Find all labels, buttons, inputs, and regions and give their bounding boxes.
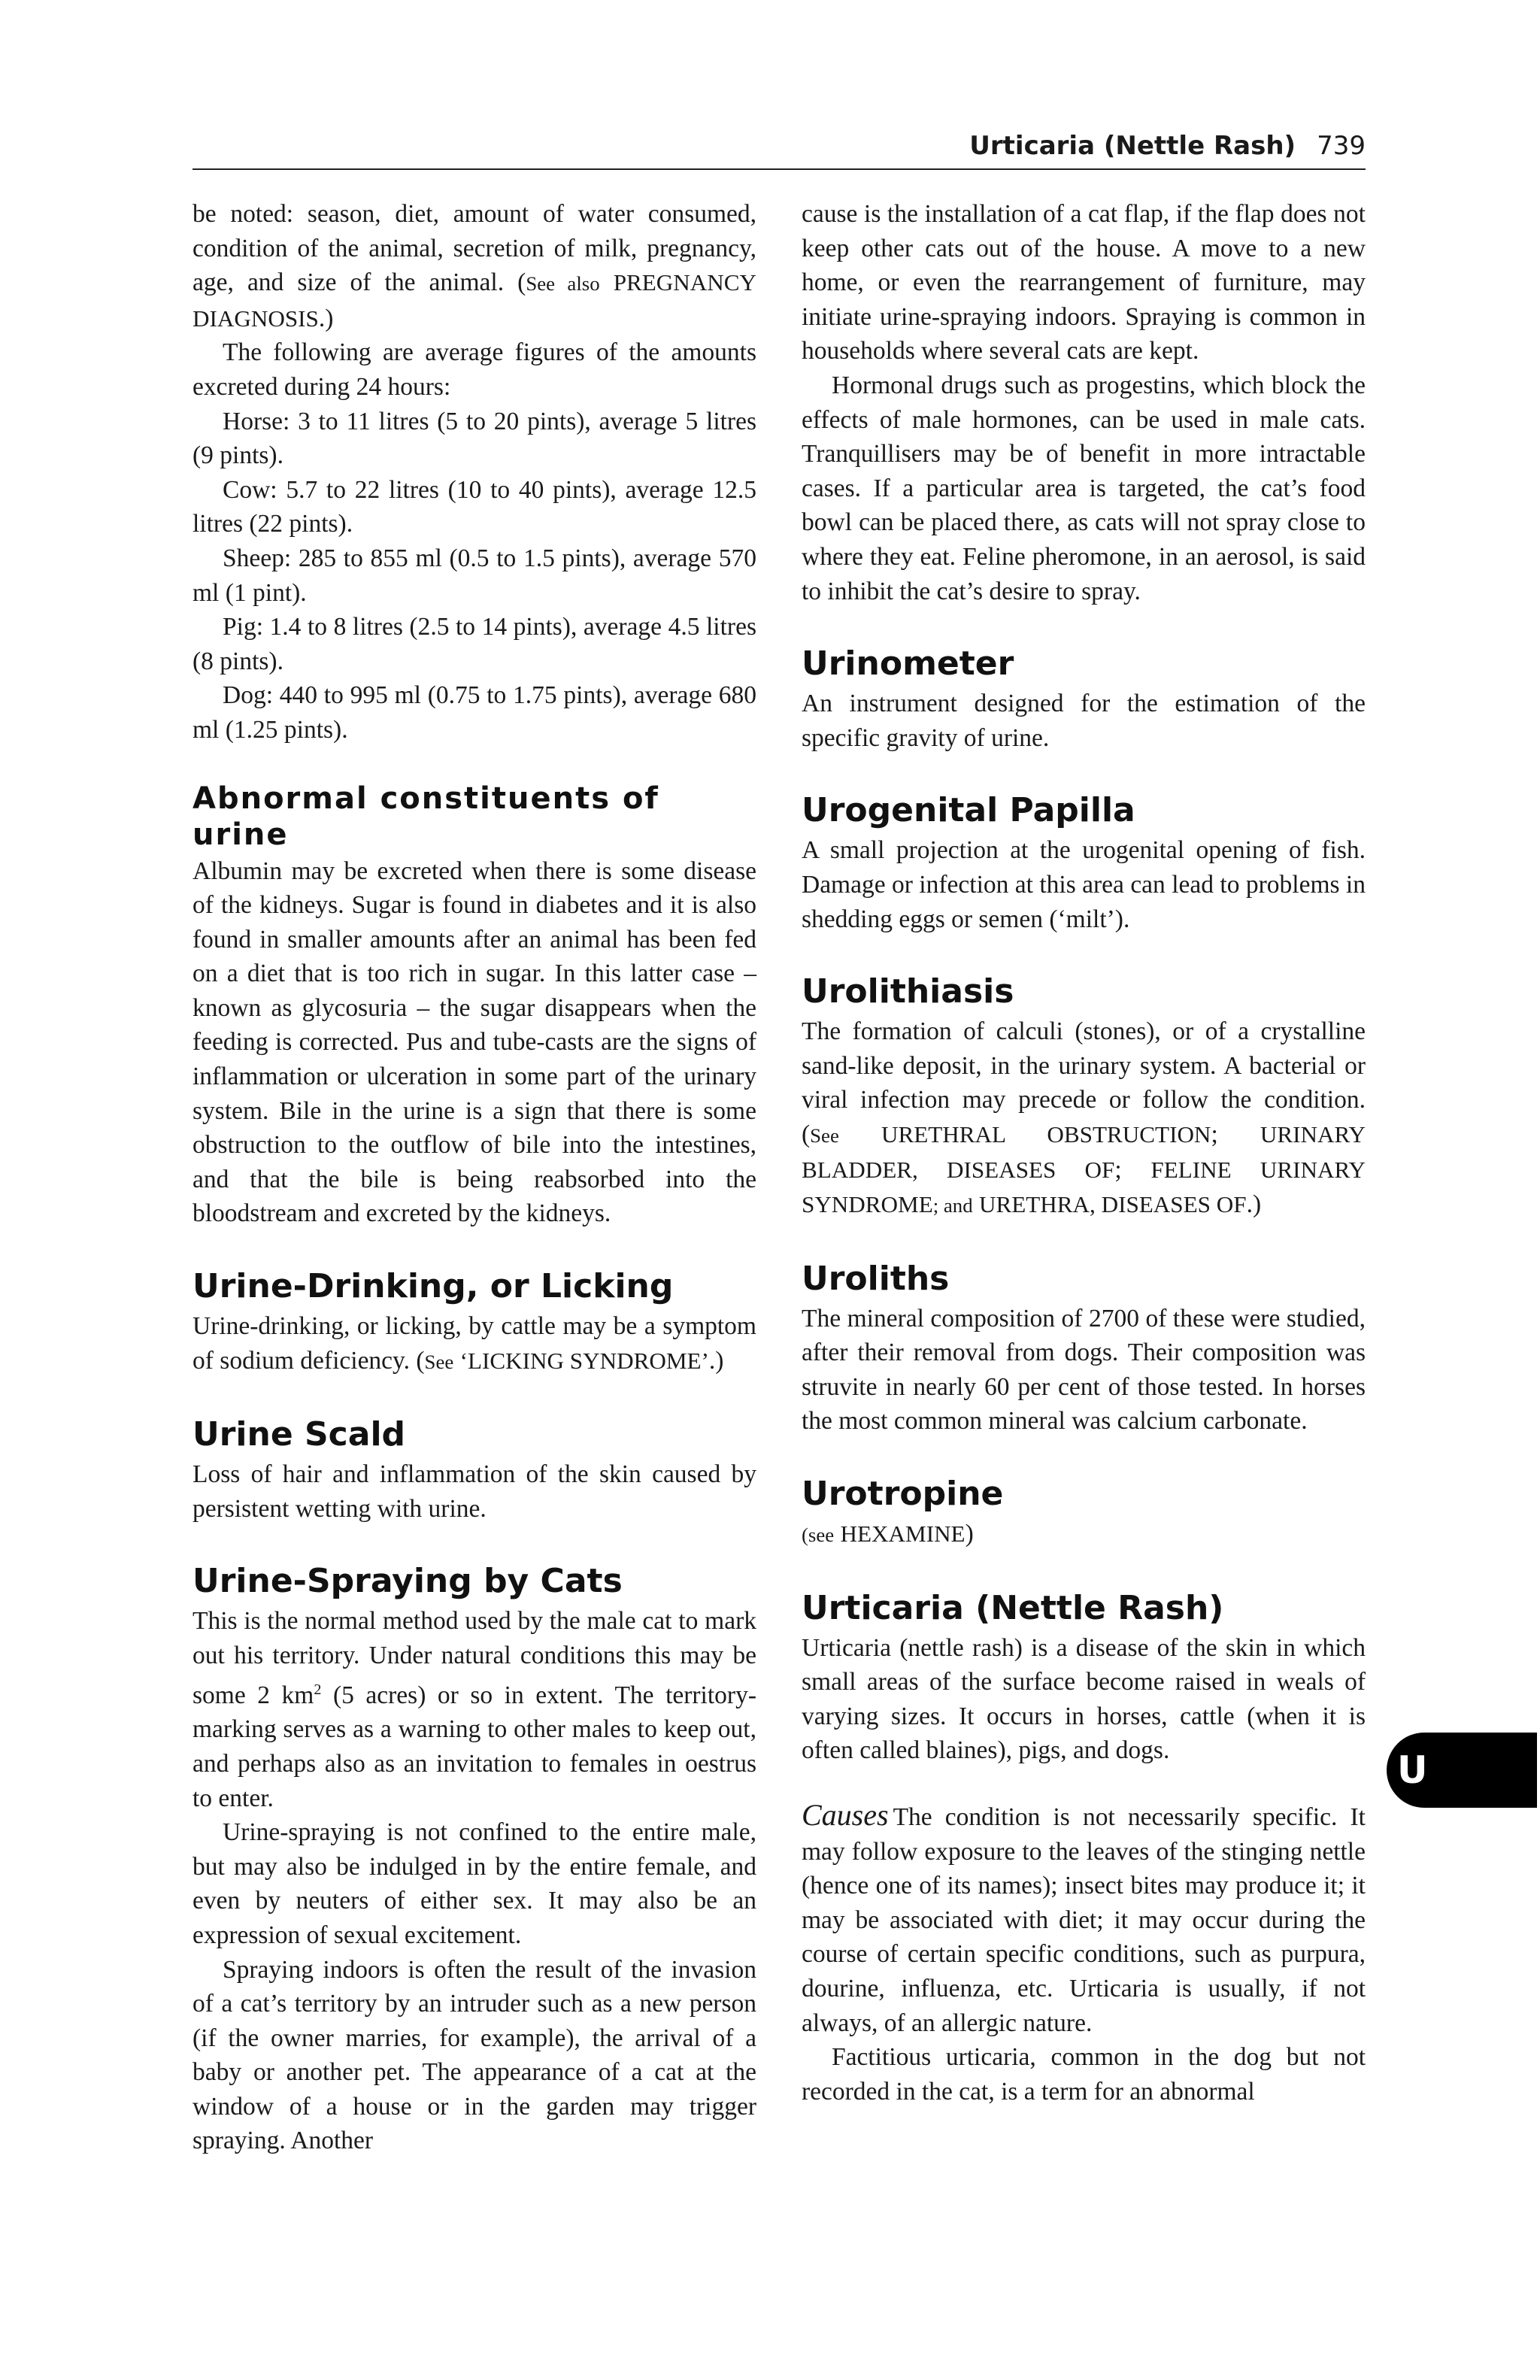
entry-heading: Urine Scald	[192, 1415, 406, 1454]
paragraph: An instrument designed for the estimation of the specific gravity of urine.	[802, 690, 1366, 752]
paragraph: Causes The condition is not necessarily specific. It may follow exposure to the leaves of the stinging nettle (hence one of its names); insect bites may produce it; it may be associated with diet; it may occur during the course of certain specific conditions, such as purpura, dourine, influenza, etc. Urticaria is usually, if not always, of an allergic nature.	[802, 1798, 1366, 2037]
paragraph: Hormonal drugs such as progestins, which block the effects of male hormones, can be used in male cats. Tranquillisers may be of benefit in more intractable cases. If a particular area is targeted, the cat’s food bowl can be placed there, as cats will not spray close to where they eat. Feline pheromone, in an aerosol, is said to inhibit the cat’s desire to spray.	[802, 371, 1366, 605]
cross-reference[interactable]: PREGNANCY DIAGNOSIS	[192, 269, 757, 332]
cross-reference[interactable]: HEXAMINE	[840, 1520, 966, 1548]
page-number: 739	[1317, 131, 1366, 161]
entry-heading: Urolithiasis	[802, 972, 1014, 1011]
cross-reference[interactable]: URETHRAL OBSTRUCTION	[881, 1120, 1211, 1148]
list-item: Sheep: 285 to 855 ml (0.5 to 1.5 pints), average 570 ml (1 pint).	[192, 544, 756, 607]
paragraph: cause is the installation of a cat flap, if the flap does not keep other cats out of the house. A move to a new home, or even the rearrangement of furniture, may initiate urine-spraying indoors. Spraying is common in households where several cats are kept.	[802, 200, 1366, 365]
paragraph: The following are average figures of the amounts excreted during 24 hours:	[192, 338, 756, 401]
paragraph: A small projection at the urogenital opening of fish. Damage or infection at this area can lead to problems in shedding eggs or semen (‘milt’).	[802, 836, 1366, 933]
thumb-index-letter: U	[1397, 1748, 1428, 1792]
paragraph: This is the normal method used by the male cat to mark out his territory. Under natural conditions this may be some 2 $km^2$ (5 acres) or so in extent. The territory-marking serves as a warning to other males to keep out, and perhaps also as an invitation to females in oestrus to enter.	[192, 1607, 756, 1812]
cross-reference[interactable]: URETHRA, DISEASES OF	[978, 1191, 1247, 1218]
paragraph: Factitious urticaria, common in the dog but not recorded in the cat, is a term for an abnormal	[802, 2043, 1366, 2106]
entry-heading: Urotropine	[802, 1475, 1004, 1514]
paragraph: Urine-spraying is not confined to the entire male, but may also be indulged in by the entire female, and even by neuters of either sex. It may also be an expression of sexual excitement.	[192, 1818, 756, 1949]
running-head	[192, 128, 1366, 170]
cross-reference[interactable]: ‘LICKING SYNDROME’	[459, 1347, 709, 1374]
paragraph: The mineral composition of 2700 of these were studied, after their removal from dogs. Their composition was struvite in nearly 60 per cent of those tested. In horses the most common mineral was calcium carbonate.	[802, 1304, 1366, 1436]
cross-reference[interactable]: URINARY BLADDER, DISEASES OF	[802, 1120, 1366, 1184]
entry-heading: Urticaria (Nettle Rash)	[802, 1588, 1224, 1627]
entry-heading: Urine-Spraying by Cats	[192, 1562, 623, 1601]
running-head-title: Urticaria (Nettle Rash)	[969, 131, 1296, 161]
list-item: Dog: 440 to 995 ml (0.75 to 1.75 pints), average 680 ml (1.25 pints).	[192, 681, 756, 744]
paragraph: be noted: season, diet, amount of water consumed, condition of the animal, secretion of milk, pregnancy, age, and size of the animal. (See also PREGNANCY DIAGNOSIS.)	[192, 200, 757, 332]
list-item: Cow: 5.7 to 22 litres (10 to 40 pints), average 12.5 litres (22 pints).	[192, 475, 756, 538]
thumb-index-tab[interactable]	[1387, 1733, 1537, 1808]
list-item: Pig: 1.4 to 8 litres (2.5 to 14 pints), average 4.5 litres (8 pints).	[192, 613, 756, 675]
paragraph: Albumin may be excreted when there is some disease of the kidneys. Sugar is found in diabetes and it is also found in smaller amounts after an animal has been fed on a diet that is too rich in sugar. In this latter case – known as glycosuria – the sugar disappears when the feeding is corrected. Pus and tube-casts are the signs of inflammation or ulceration in some part of the urinary system. Bile in the urine is a sign that there is some obstruction to the outflow of bile into the intestines, and that the bile is being reabsorbed into the bloodstream and excreted by the kidneys.	[192, 856, 756, 1228]
paragraph: Urine-drinking, or licking, by cattle may be a symptom of sodium deficiency. (See ‘LICKING SYNDROME’.)	[192, 1312, 756, 1375]
paragraph: Spraying indoors is often the result of the invasion of a cat’s territory by an intruder such as a new person (if the owner marries, for example), the arrival of a baby or another pet. The appearance of a cat at the window of a house or in the garden may trigger spraying. Another	[192, 1955, 756, 2155]
entry-heading: Urinometer	[802, 644, 1014, 684]
causes-label: Causes	[802, 1798, 889, 1832]
paragraph: (see HEXAMINE)	[802, 1520, 974, 1548]
left-column	[192, 197, 756, 2158]
subheading: Abnormal constituents of urine	[192, 781, 659, 852]
entry-heading: Urine-Drinking, or Licking	[192, 1267, 674, 1306]
list-item: Horse: 3 to 11 litres (5 to 20 pints), average 5 litres (9 pints).	[192, 407, 756, 470]
entry-heading: Urogenital Papilla	[802, 791, 1135, 830]
entry-heading: Uroliths	[802, 1259, 950, 1298]
cross-reference[interactable]: FELINE URINARY SYNDROME	[802, 1157, 1366, 1218]
paragraph: Urticaria (nettle rash) is a disease of the skin in which small areas of the surface become raised in weals of varying sizes. It occurs in horses, cattle (when it is often called blaines), pigs, and dogs.	[802, 1633, 1366, 1765]
paragraph: Loss of hair and inflammation of the skin caused by persistent wetting with urine.	[192, 1460, 756, 1523]
right-column	[802, 197, 1366, 2109]
paragraph: The formation of calculi (stones), or of a crystalline sand-like deposit, in the urinary system. A bacterial or viral infection may precede or follow the condition. (See URETHRAL OBSTRUCTION; URINARY BLADDER, DISEASES OF; FELINE URINARY SYNDROME; and URETHRA, DISEASES OF.)	[802, 1017, 1366, 1219]
